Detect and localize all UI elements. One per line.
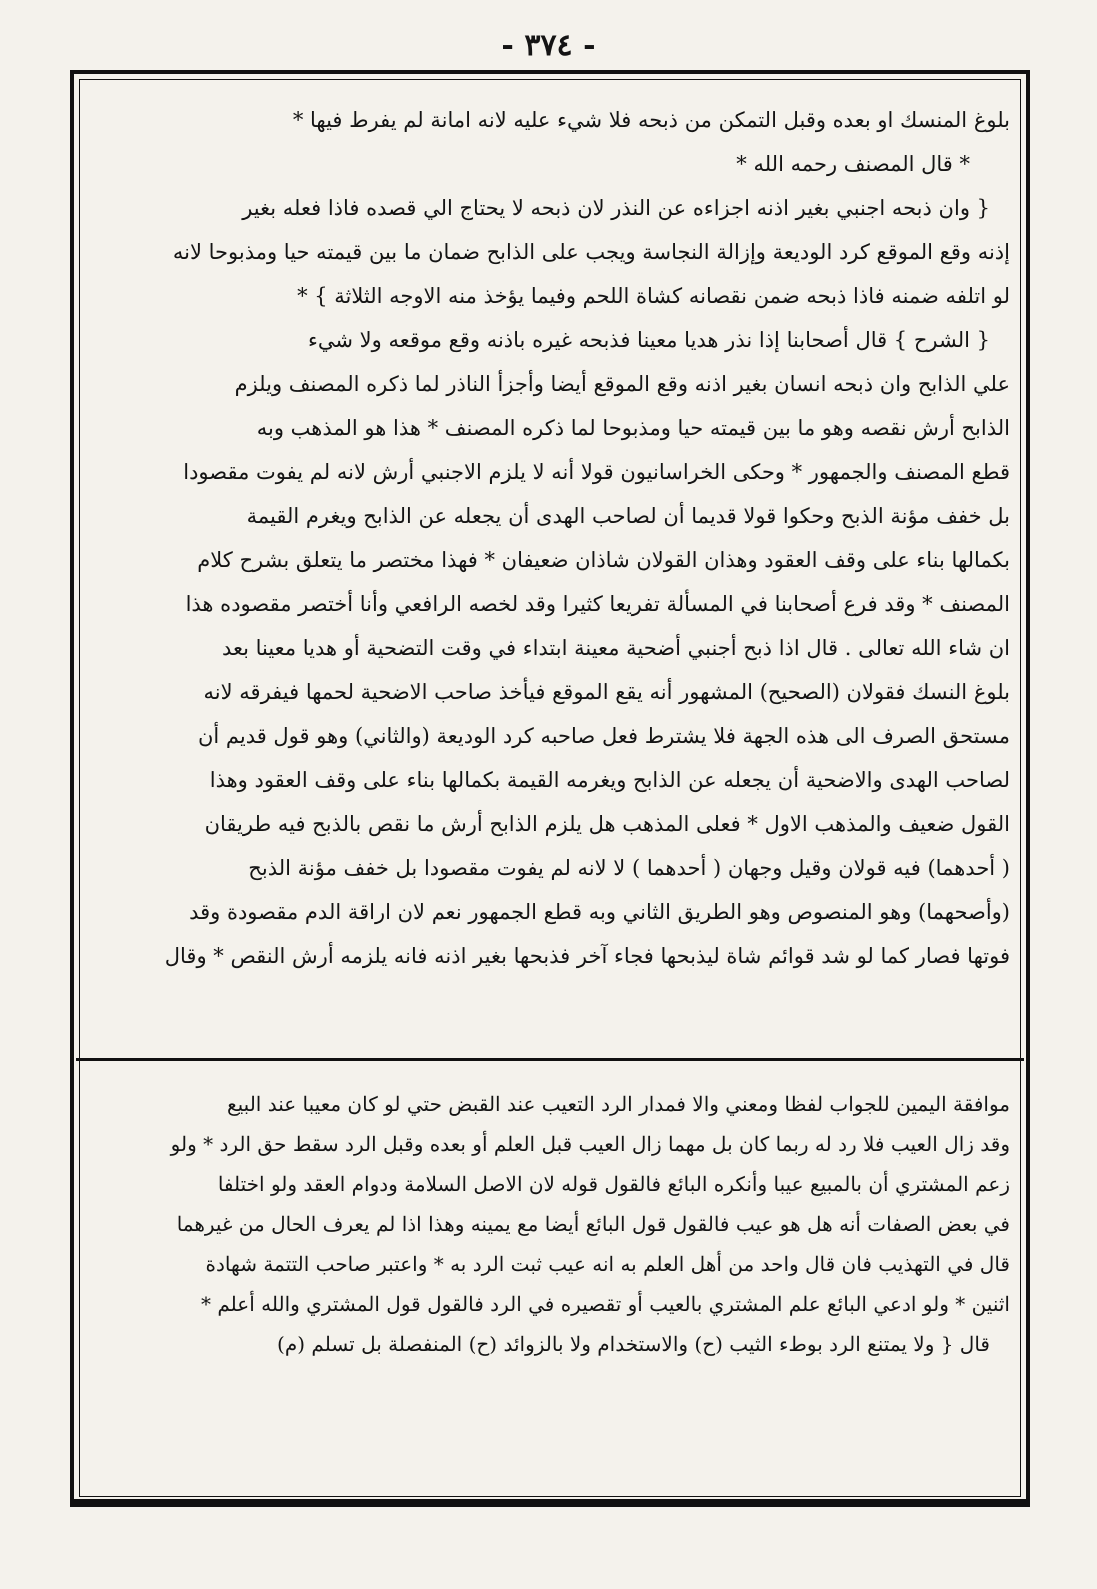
- text-line: بلوغ النسك فقولان (الصحيح) المشهور أنه يقع الموقع فيأخذ صاحب الاضحية لحمها فيفرقه لانه: [203, 680, 1010, 704]
- text-line: لصاحب الهدى والاضحية أن يجعله عن الذابح ويغرمه القيمة بكمالها بناء على وقف العقود وهذا: [209, 768, 1010, 792]
- frame-bottom-rule: [70, 1499, 1030, 1507]
- text-line: إذنه وقع الموقع كرد الوديعة وإزالة النجاسة ويجب على الذابح ضمان ما بين قيمته حيا ومذبوحا لانه: [172, 240, 1010, 264]
- text-line: الذابح أرش نقصه وهو ما بين قيمته حيا ومذبوحا لما ذكره المصنف * هذا هو المذهب وبه: [256, 416, 1010, 440]
- footnote-line: في بعض الصفات أنه هل هو عيب فالقول قول البائع أيضا مع يمينه وهذا اذا لم يعرف الحال من غيرهما: [176, 1212, 1010, 1236]
- main-text: [92, 98, 1010, 978]
- text-line: القول ضعيف والمذهب الاول * فعلى المذهب هل يلزم الذابح أرش ما نقص بالذبح فيه طريقان: [204, 812, 1010, 836]
- text-line: بكمالها بناء على وقف العقود وهذان القولان شاذان ضعيفان * فهذا مختصر ما يتعلق بشرح كلام: [197, 548, 1010, 572]
- page-number: - ٣٧٤ -: [501, 28, 596, 63]
- text-line: (وأصحهما) وهو المنصوص وهو الطريق الثاني وبه قطع الجمهور نعم لان اراقة الدم مقصودة وقد: [189, 900, 1010, 924]
- text-line: لو اتلفه ضمنه فاذا ذبحه ضمن نقصانه كشاة اللحم وفيما يؤخذ منه الاوجه الثلاثة } *: [297, 284, 1010, 308]
- text-line: علي الذابح وان ذبحه انسان بغير اذنه وقع الموقع أيضا وأجزأ الناذر لما ذكره المصنف ويلزم: [234, 372, 1010, 396]
- footnote-line: موافقة اليمين للجواب لفظا ومعني والا فمدار الرد التعيب عند القبض حتي لو كان معيبا عند البيع: [227, 1092, 1010, 1116]
- footnote-line: قال { ولا يمتنع الرد بوطء الثيب (ح) والاستخدام ولا بالزوائد (ح) المنفصلة بل تسلم (م): [277, 1332, 990, 1356]
- text-line: قطع المصنف والجمهور * وحكى الخراسانيون قولا أنه لا يلزم الاجنبي أرش لانه لم يفوت مقصودا: [183, 460, 1010, 484]
- text-line: ( أحدهما) فيه قولان وقيل وجهان ( أحدهما ) لا لانه لم يفوت مقصودا بل خفف مؤنة الذبح: [248, 856, 1010, 880]
- text-line: * قال المصنف رحمه الله *: [736, 152, 970, 176]
- text-line: فوتها فصار كما لو شد قوائم شاة ليذبحها فجاء آخر فذبحها بغير اذنه فانه يلزمه أرش النقص * وقال: [164, 944, 1010, 968]
- footnote-line: اثنين * ولو ادعي البائع علم المشتري بالعيب أو تقصيره في الرد فالقول قول المشتري والله أعلم *: [201, 1292, 1010, 1316]
- footnote-line: وقد زال العيب فلا رد له ربما كان بل مهما زال العيب قبل العلم أو بعده وقبل الرد سقط حق الرد * ولو: [170, 1132, 1010, 1156]
- text-line: بل خفف مؤنة الذبح وحكوا قولا قديما أن لصاحب الهدى أن يجعله عن الذابح ويغرم القيمة: [246, 504, 1010, 528]
- footnote-separator: [76, 1058, 1024, 1061]
- text-line: { الشرح } قال أصحابنا إذا نذر هديا معينا فذبحه غيره باذنه وقع موقعه ولا شيء: [308, 328, 990, 352]
- text-line: مستحق الصرف الى هذه الجهة فلا يشترط فعل صاحبه كرد الوديعة (والثاني) وهو قول قديم أن: [197, 724, 1010, 748]
- text-line: ان شاء الله تعالى . قال اذا ذبح أجنبي أضحية معينة ابتداء في وقت التضحية أو هديا معينا بعد: [221, 636, 1010, 660]
- text-line: المصنف * وقد فرع أصحابنا في المسألة تفريعا كثيرا وقد لخصه الرافعي وأنا أختصر مقصوده هذا: [185, 592, 1010, 616]
- footnote-text: [92, 1084, 1010, 1364]
- footnote-line: قال في التهذيب فان قال واحد من أهل العلم به انه عيب ثبت الرد به * واعتبر صاحب التتمة شهادة: [205, 1252, 1010, 1276]
- text-line: { وان ذبحه اجنبي بغير اذنه اجزاءه عن النذر لان ذبحه لا يحتاج الي قصده فاذا فعله بغير: [242, 196, 990, 220]
- text-line: بلوغ المنسك او بعده وقبل التمكن من ذبحه فلا شيء عليه لانه امانة لم يفرط فيها *: [292, 108, 1010, 132]
- footnote-line: زعم المشتري أن بالمبيع عيبا وأنكره البائع فالقول قوله لان الاصل السلامة ودوام العقد ولو اختلفا: [217, 1172, 1010, 1196]
